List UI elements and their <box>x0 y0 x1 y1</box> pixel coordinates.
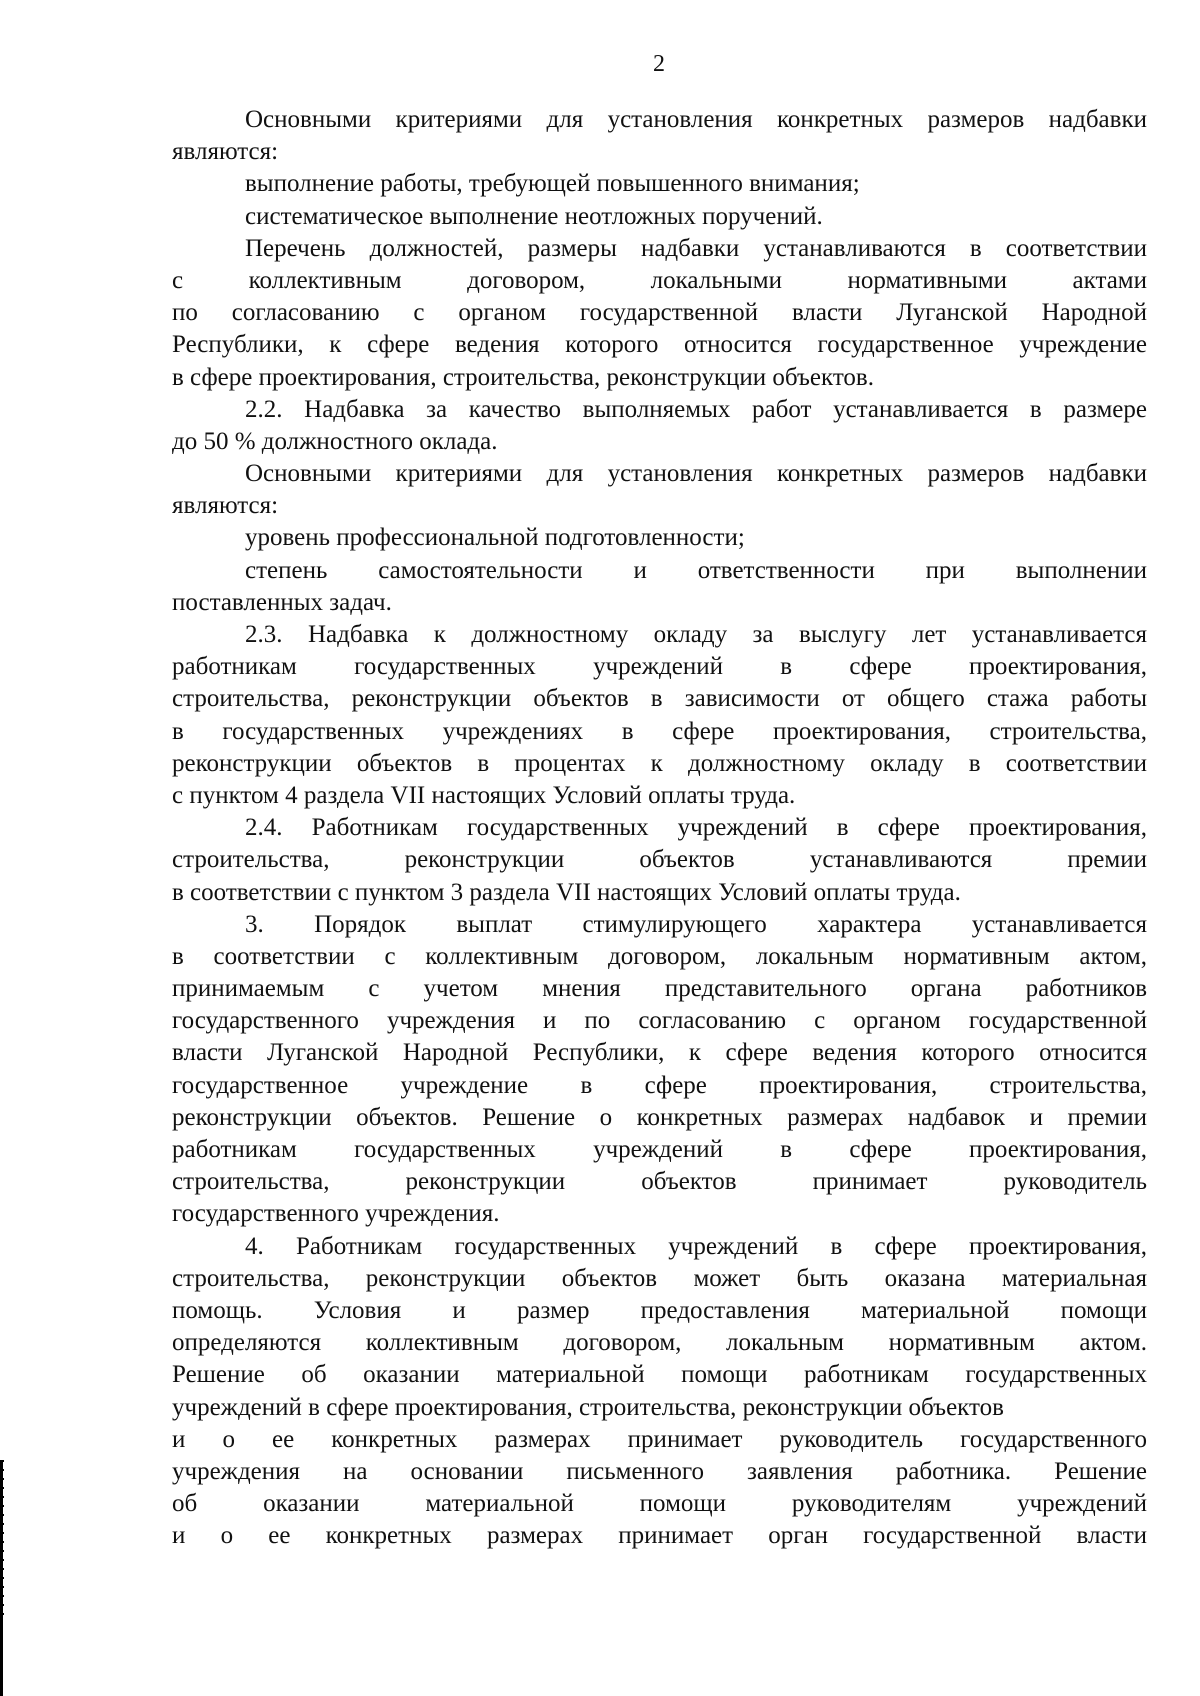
text-line: и о ее конкретных размерах принимает орган государственной власти <box>172 1522 1147 1550</box>
text-line: с коллективным договором, локальными нормативными актами <box>172 266 1147 294</box>
text-line: являются: <box>172 138 279 166</box>
text-line: строительства, реконструкции объектов в зависимости от общего стажа работы <box>172 685 1147 713</box>
text-line: 2.4. Работникам государственных учреждений в сфере проектирования, <box>245 814 1147 842</box>
text-line: уровень профессиональной подготовленности; <box>245 524 745 552</box>
text-line: строительства, реконструкции объектов устанавливаются премии <box>172 846 1147 874</box>
text-line: государственного учреждения и по согласованию с органом государственной <box>172 1007 1147 1035</box>
text-line: 2.2. Надбавка за качество выполняемых работ устанавливается в размере <box>245 395 1147 423</box>
text-line: помощь. Условия и размер предоставления материальной помощи <box>172 1296 1147 1324</box>
document-body <box>172 104 1147 1552</box>
text-line: реконструкции объектов. Решение о конкретных размерах надбавок и премии <box>172 1103 1147 1131</box>
text-line: строительства, реконструкции объектов принимает руководитель <box>172 1168 1147 1196</box>
text-line: до 50 % должностного оклада. <box>172 427 498 455</box>
text-line: по согласованию с органом государственной власти Луганской Народной <box>172 299 1147 327</box>
text-line: Решение об оказании материальной помощи работникам государственных <box>172 1361 1147 1389</box>
text-line: Основными критериями для установления конкретных размеров надбавки <box>245 106 1147 133</box>
text-line: учреждения на основании письменного заявления работника. Решение <box>172 1457 1147 1485</box>
text-line: принимаемым с учетом мнения представительного органа работников <box>172 975 1147 1003</box>
text-line: выполнение работы, требующей повышенного внимания; <box>245 170 860 198</box>
text-line: с пунктом 4 раздела VII настоящих Условий оплаты труда. <box>172 781 796 809</box>
text-line: Перечень должностей, размеры надбавки устанавливаются в соответствии <box>245 234 1147 262</box>
text-line: 4. Работникам государственных учреждений в сфере проектирования, <box>245 1232 1147 1260</box>
text-line: государственного учреждения. <box>172 1200 500 1228</box>
text-line: и о ее конкретных размерах принимает руководитель государственного <box>172 1425 1147 1453</box>
text-line: в государственных учреждениях в сфере проектирования, строительства, <box>172 717 1147 745</box>
text-line: об оказании материальной помощи руководителям учреждений <box>172 1490 1147 1518</box>
text-line: степень самостоятельности и ответственности при выполнении <box>245 556 1147 584</box>
text-line: в соответствии с пунктом 3 раздела VII настоящих Условий оплаты труда. <box>172 878 961 906</box>
text-line: 2.3. Надбавка к должностному окладу за выслугу лет устанавливается <box>245 621 1147 648</box>
scan-margin-marks <box>2 1460 4 1620</box>
text-line: власти Луганской Народной Республики, к сфере ведения которого относится <box>172 1039 1147 1067</box>
text-line: Основными критериями для установления конкретных размеров надбавки <box>245 460 1147 488</box>
text-line: 3. Порядок выплат стимулирующего характера устанавливается <box>245 910 1147 938</box>
text-line: строительства, реконструкции объектов может быть оказана материальная <box>172 1264 1147 1292</box>
text-line: систематическое выполнение неотложных поручений. <box>245 202 823 230</box>
text-line: работникам государственных учреждений в сфере проектирования, <box>172 653 1147 681</box>
page-number: 2 <box>653 51 665 77</box>
text-line: в сфере проектирования, строительства, реконструкции объектов. <box>172 363 874 391</box>
text-line: реконструкции объектов в процентах к должностному окладу в соответствии <box>172 749 1147 777</box>
text-line: учреждений в сфере проектирования, строительства, реконструкции объектов <box>172 1393 1004 1421</box>
text-line: являются: <box>172 492 279 520</box>
text-line: работникам государственных учреждений в сфере проектирования, <box>172 1136 1147 1163</box>
text-line: определяются коллективным договором, локальным нормативным актом. <box>172 1329 1147 1357</box>
text-line: поставленных задач. <box>172 588 392 616</box>
text-line: Республики, к сфере ведения которого относится государственное учреждение <box>172 331 1147 359</box>
text-line: государственное учреждение в сфере проектирования, строительства, <box>172 1071 1147 1099</box>
text-line: в соответствии с коллективным договором, локальным нормативным актом, <box>172 942 1147 970</box>
